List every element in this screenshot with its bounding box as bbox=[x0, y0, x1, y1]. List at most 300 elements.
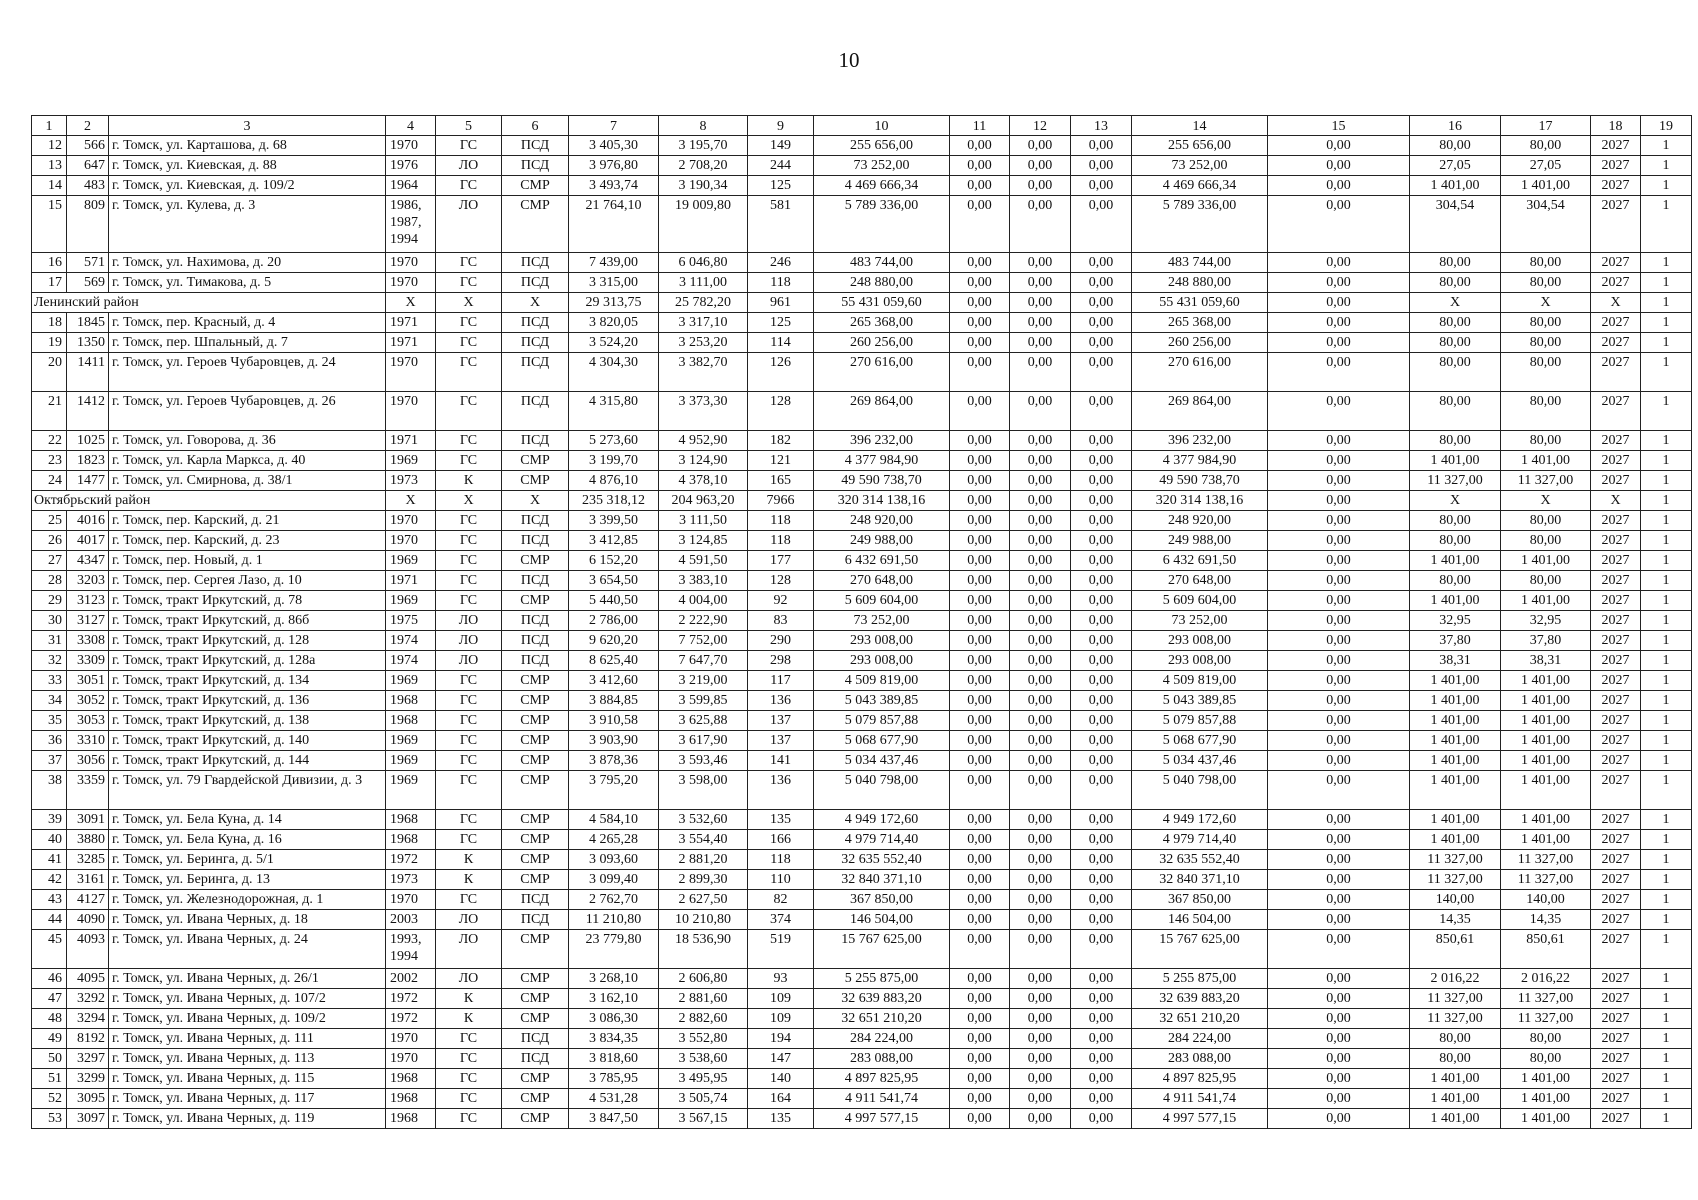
column-header: 14 bbox=[1132, 116, 1268, 136]
table-cell: 260 256,00 bbox=[814, 333, 950, 353]
table-cell: ЛО bbox=[436, 969, 502, 989]
table-cell: 2027 bbox=[1591, 136, 1641, 156]
table-cell: Х bbox=[1591, 293, 1641, 313]
table-cell: СМР bbox=[502, 771, 569, 810]
table-cell: 1 bbox=[1641, 771, 1692, 810]
table-cell: 0,00 bbox=[1010, 850, 1071, 870]
table-cell: 12 bbox=[32, 136, 67, 156]
table-row bbox=[32, 156, 1692, 176]
table-cell: 0,00 bbox=[1010, 176, 1071, 196]
table-cell: 7 439,00 bbox=[569, 253, 659, 273]
table-cell: 0,00 bbox=[1010, 910, 1071, 930]
table-cell: 2027 bbox=[1591, 930, 1641, 969]
table-cell: 1845 bbox=[67, 313, 109, 333]
table-cell: ГС bbox=[436, 711, 502, 731]
table-cell: 1 bbox=[1641, 392, 1692, 431]
table-cell: 0,00 bbox=[1010, 551, 1071, 571]
table-cell: 1 bbox=[1641, 969, 1692, 989]
table-cell: 146 504,00 bbox=[1132, 910, 1268, 930]
table-row bbox=[32, 313, 1692, 333]
table-cell: 0,00 bbox=[950, 631, 1010, 651]
table-cell: 0,00 bbox=[1071, 751, 1132, 771]
table-cell: 5 609 604,00 bbox=[1132, 591, 1268, 611]
table-cell: 0,00 bbox=[1268, 910, 1410, 930]
table-cell: ПСД bbox=[502, 511, 569, 531]
table-cell: 1 bbox=[1641, 471, 1692, 491]
table-cell: 3 268,10 bbox=[569, 969, 659, 989]
column-header: 8 bbox=[659, 116, 748, 136]
table-cell: 2027 bbox=[1591, 989, 1641, 1009]
table-cell: ГС bbox=[436, 511, 502, 531]
table-cell: 1 bbox=[1641, 810, 1692, 830]
table-cell: 4095 bbox=[67, 969, 109, 989]
table-cell: 55 431 059,60 bbox=[814, 293, 950, 313]
table-cell: 15 bbox=[32, 196, 67, 253]
table-cell: ГС bbox=[436, 353, 502, 392]
table-cell: 0,00 bbox=[1010, 136, 1071, 156]
table-row bbox=[32, 1049, 1692, 1069]
table-cell: СМР bbox=[502, 989, 569, 1009]
table-cell: 3 567,15 bbox=[659, 1109, 748, 1129]
table-cell: 80,00 bbox=[1410, 333, 1501, 353]
table-cell: 3 412,85 bbox=[569, 531, 659, 551]
table-cell: 0,00 bbox=[1268, 870, 1410, 890]
table-cell: 4 897 825,95 bbox=[814, 1069, 950, 1089]
district-subtotal-row bbox=[32, 293, 1692, 313]
table-cell: ПСД bbox=[502, 910, 569, 930]
table-cell: 4090 bbox=[67, 910, 109, 930]
table-cell: 14,35 bbox=[1410, 910, 1501, 930]
table-cell: 5 043 389,85 bbox=[814, 691, 950, 711]
table-cell: 21 bbox=[32, 392, 67, 431]
table-cell: 47 bbox=[32, 989, 67, 1009]
table-cell: 0,00 bbox=[1071, 451, 1132, 471]
table-cell: 0,00 bbox=[1010, 930, 1071, 969]
table-cell: 2027 bbox=[1591, 830, 1641, 850]
table-cell: 2027 bbox=[1591, 1049, 1641, 1069]
table-cell: Х bbox=[1410, 491, 1501, 511]
table-cell: 5 079 857,88 bbox=[814, 711, 950, 731]
table-cell: 0,00 bbox=[1010, 671, 1071, 691]
table-cell: 11 327,00 bbox=[1501, 850, 1591, 870]
table-cell: 204 963,20 bbox=[659, 491, 748, 511]
table-cell: 37,80 bbox=[1410, 631, 1501, 651]
table-cell: 0,00 bbox=[950, 890, 1010, 910]
table-cell: 11 327,00 bbox=[1501, 1009, 1591, 1029]
table-cell: ГС bbox=[436, 531, 502, 551]
table-cell: 1477 bbox=[67, 471, 109, 491]
table-cell: 38,31 bbox=[1410, 651, 1501, 671]
table-cell: 15 767 625,00 bbox=[814, 930, 950, 969]
table-cell: 1 bbox=[1641, 830, 1692, 850]
table-cell: 0,00 bbox=[1010, 511, 1071, 531]
table-cell: 0,00 bbox=[1010, 691, 1071, 711]
table-cell: 1972 bbox=[386, 850, 436, 870]
table-cell: 0,00 bbox=[1010, 611, 1071, 631]
column-header: 4 bbox=[386, 116, 436, 136]
table-cell: 1 401,00 bbox=[1410, 176, 1501, 196]
table-cell: 7966 bbox=[748, 491, 814, 511]
table-cell: 0,00 bbox=[1268, 691, 1410, 711]
table-cell: 255 656,00 bbox=[1132, 136, 1268, 156]
table-cell: 1 bbox=[1641, 591, 1692, 611]
column-header: 13 bbox=[1071, 116, 1132, 136]
table-cell: 0,00 bbox=[950, 571, 1010, 591]
table-cell: 2027 bbox=[1591, 392, 1641, 431]
table-cell: 283 088,00 bbox=[1132, 1049, 1268, 1069]
table-row bbox=[32, 571, 1692, 591]
table-cell: 3 399,50 bbox=[569, 511, 659, 531]
table-cell: г. Томск, ул. Карла Маркса, д. 40 bbox=[109, 451, 386, 471]
table-cell: 118 bbox=[748, 531, 814, 551]
table-cell: 2027 bbox=[1591, 850, 1641, 870]
table-cell: 260 256,00 bbox=[1132, 333, 1268, 353]
table-cell: 125 bbox=[748, 313, 814, 333]
table-cell: 4 509 819,00 bbox=[1132, 671, 1268, 691]
table-cell: 3 538,60 bbox=[659, 1049, 748, 1069]
table-cell: 1 bbox=[1641, 1009, 1692, 1029]
table-cell: 3 625,88 bbox=[659, 711, 748, 731]
table-cell: 147 bbox=[748, 1049, 814, 1069]
table-cell: ГС bbox=[436, 810, 502, 830]
table-cell: 0,00 bbox=[1268, 451, 1410, 471]
table-cell: 2027 bbox=[1591, 156, 1641, 176]
column-header: 12 bbox=[1010, 116, 1071, 136]
table-cell: 32 639 883,20 bbox=[814, 989, 950, 1009]
table-cell: 2 881,60 bbox=[659, 989, 748, 1009]
table-cell: 5 609 604,00 bbox=[814, 591, 950, 611]
table-cell: 5 068 677,90 bbox=[814, 731, 950, 751]
table-cell: 19 bbox=[32, 333, 67, 353]
table-cell: ГС bbox=[436, 890, 502, 910]
table-cell: 0,00 bbox=[950, 910, 1010, 930]
table-cell: 265 368,00 bbox=[1132, 313, 1268, 333]
table-cell: 51 bbox=[32, 1069, 67, 1089]
table-cell: 3 383,10 bbox=[659, 571, 748, 591]
table-cell: СМР bbox=[502, 691, 569, 711]
table-cell: 38 bbox=[32, 771, 67, 810]
table-cell: 5 034 437,46 bbox=[814, 751, 950, 771]
table-cell: 42 bbox=[32, 870, 67, 890]
table-row bbox=[32, 651, 1692, 671]
table-cell: 4 979 714,40 bbox=[1132, 830, 1268, 850]
table-cell: 0,00 bbox=[1268, 551, 1410, 571]
table-cell: 0,00 bbox=[1268, 930, 1410, 969]
table-cell: 0,00 bbox=[1268, 1109, 1410, 1129]
table-cell: 37,80 bbox=[1501, 631, 1591, 651]
table-cell: 44 bbox=[32, 910, 67, 930]
table-cell: 0,00 bbox=[1268, 293, 1410, 313]
table-cell: 11 327,00 bbox=[1501, 989, 1591, 1009]
table-cell: 1970 bbox=[386, 531, 436, 551]
table-cell: 0,00 bbox=[1071, 611, 1132, 631]
table-cell: 5 040 798,00 bbox=[1132, 771, 1268, 810]
table-cell: 16 bbox=[32, 253, 67, 273]
table-cell: 0,00 bbox=[1268, 1069, 1410, 1089]
table-cell: ГС bbox=[436, 333, 502, 353]
table-row bbox=[32, 890, 1692, 910]
table-cell: СМР bbox=[502, 731, 569, 751]
table-cell: 1025 bbox=[67, 431, 109, 451]
table-cell: 3053 bbox=[67, 711, 109, 731]
table-cell: ПСД bbox=[502, 392, 569, 431]
table-cell: 1969 bbox=[386, 671, 436, 691]
table-cell: 41 bbox=[32, 850, 67, 870]
table-cell: СМР bbox=[502, 196, 569, 253]
table-cell: 2 762,70 bbox=[569, 890, 659, 910]
table-cell: СМР bbox=[502, 551, 569, 571]
table-cell: 1 401,00 bbox=[1501, 176, 1591, 196]
table-cell: 164 bbox=[748, 1089, 814, 1109]
table-cell: 3 785,95 bbox=[569, 1069, 659, 1089]
table-cell: г. Томск, ул. Киевская, д. 88 bbox=[109, 156, 386, 176]
table-body bbox=[32, 136, 1692, 1129]
table-cell: 1 bbox=[1641, 711, 1692, 731]
table-cell: 269 864,00 bbox=[814, 392, 950, 431]
table-cell: 0,00 bbox=[950, 273, 1010, 293]
table-cell: 2027 bbox=[1591, 511, 1641, 531]
table-cell: 50 bbox=[32, 1049, 67, 1069]
table-cell: 249 988,00 bbox=[1132, 531, 1268, 551]
table-cell: 2027 bbox=[1591, 810, 1641, 830]
table-cell: ПСД bbox=[502, 631, 569, 651]
table-cell: 293 008,00 bbox=[1132, 651, 1268, 671]
table-cell: ПСД bbox=[502, 273, 569, 293]
table-cell: 850,61 bbox=[1501, 930, 1591, 969]
table-cell: 80,00 bbox=[1501, 511, 1591, 531]
table-cell: 3123 bbox=[67, 591, 109, 611]
table-cell: 1970 bbox=[386, 1049, 436, 1069]
table-cell: 0,00 bbox=[1071, 1109, 1132, 1129]
table-cell: 3051 bbox=[67, 671, 109, 691]
register-table-container bbox=[31, 115, 1672, 1129]
table-cell: 1 bbox=[1641, 631, 1692, 651]
table-cell: 0,00 bbox=[950, 531, 1010, 551]
table-cell: 0,00 bbox=[950, 930, 1010, 969]
table-cell: 3 834,35 bbox=[569, 1029, 659, 1049]
table-cell: 1 bbox=[1641, 176, 1692, 196]
table-cell: 1971 bbox=[386, 571, 436, 591]
table-cell: 136 bbox=[748, 691, 814, 711]
table-cell: 80,00 bbox=[1501, 392, 1591, 431]
table-cell: г. Томск, ул. Ивана Черных, д. 119 bbox=[109, 1109, 386, 1129]
table-cell: 29 313,75 bbox=[569, 293, 659, 313]
table-cell: 80,00 bbox=[1501, 136, 1591, 156]
table-cell: 3 903,90 bbox=[569, 731, 659, 751]
district-name: Октябрьский район bbox=[32, 491, 386, 511]
table-cell: 1 bbox=[1641, 451, 1692, 471]
table-cell: 0,00 bbox=[1268, 196, 1410, 253]
table-cell: 3299 bbox=[67, 1069, 109, 1089]
table-cell: 17 bbox=[32, 273, 67, 293]
table-cell: 21 764,10 bbox=[569, 196, 659, 253]
table-cell: 0,00 bbox=[1268, 1029, 1410, 1049]
table-cell: г. Томск, тракт Иркутский, д. 128а bbox=[109, 651, 386, 671]
table-cell: ГС bbox=[436, 551, 502, 571]
table-cell: 11 327,00 bbox=[1410, 1009, 1501, 1029]
table-cell: 0,00 bbox=[1071, 1069, 1132, 1089]
table-cell: 0,00 bbox=[1268, 989, 1410, 1009]
table-cell: 3 552,80 bbox=[659, 1029, 748, 1049]
table-cell: 0,00 bbox=[1010, 571, 1071, 591]
table-cell: 3 495,95 bbox=[659, 1069, 748, 1089]
table-cell: 304,54 bbox=[1410, 196, 1501, 253]
table-row bbox=[32, 771, 1692, 810]
table-cell: 6 432 691,50 bbox=[1132, 551, 1268, 571]
table-cell: 109 bbox=[748, 1009, 814, 1029]
table-cell: 519 bbox=[748, 930, 814, 969]
table-cell: г. Томск, ул. Железнодорожная, д. 1 bbox=[109, 890, 386, 910]
table-cell: 73 252,00 bbox=[814, 156, 950, 176]
table-cell: 0,00 bbox=[1071, 731, 1132, 751]
table-cell: К bbox=[436, 870, 502, 890]
table-cell: г. Томск, тракт Иркутский, д. 144 bbox=[109, 751, 386, 771]
table-cell: 1 401,00 bbox=[1410, 711, 1501, 731]
table-cell: 0,00 bbox=[1071, 196, 1132, 253]
table-cell: 0,00 bbox=[1268, 333, 1410, 353]
table-cell: 1 401,00 bbox=[1501, 1109, 1591, 1129]
table-row bbox=[32, 731, 1692, 751]
table-cell: 4 004,00 bbox=[659, 591, 748, 611]
table-row bbox=[32, 253, 1692, 273]
table-cell: 80,00 bbox=[1410, 392, 1501, 431]
table-cell: 109 bbox=[748, 989, 814, 1009]
table-cell: 0,00 bbox=[1071, 431, 1132, 451]
table-cell: 3 878,36 bbox=[569, 751, 659, 771]
table-cell: 27 bbox=[32, 551, 67, 571]
table-cell: 2 222,90 bbox=[659, 611, 748, 631]
table-cell: 0,00 bbox=[1268, 531, 1410, 551]
table-cell: 5 068 677,90 bbox=[1132, 731, 1268, 751]
column-header: 5 bbox=[436, 116, 502, 136]
table-cell: 0,00 bbox=[950, 471, 1010, 491]
table-cell: 125 bbox=[748, 176, 814, 196]
table-cell: 1 bbox=[1641, 731, 1692, 751]
table-cell: 248 880,00 bbox=[1132, 273, 1268, 293]
table-cell: 1 401,00 bbox=[1501, 751, 1591, 771]
table-cell: 0,00 bbox=[1071, 910, 1132, 930]
table-cell: 1976 bbox=[386, 156, 436, 176]
table-cell: 3 493,74 bbox=[569, 176, 659, 196]
table-cell: 0,00 bbox=[1071, 491, 1132, 511]
table-cell: 3297 bbox=[67, 1049, 109, 1069]
table-cell: 0,00 bbox=[1071, 930, 1132, 969]
table-cell: 5 789 336,00 bbox=[814, 196, 950, 253]
table-cell: 11 327,00 bbox=[1410, 850, 1501, 870]
table-cell: 1 bbox=[1641, 253, 1692, 273]
table-cell: 0,00 bbox=[950, 1009, 1010, 1029]
table-cell: 0,00 bbox=[1268, 1089, 1410, 1109]
table-cell: 146 504,00 bbox=[814, 910, 950, 930]
table-cell: 0,00 bbox=[950, 711, 1010, 731]
table-cell: 0,00 bbox=[1071, 591, 1132, 611]
table-cell: 1 401,00 bbox=[1501, 771, 1591, 810]
table-cell: 2027 bbox=[1591, 910, 1641, 930]
table-cell: 0,00 bbox=[1268, 731, 1410, 751]
table-cell: 0,00 bbox=[950, 850, 1010, 870]
table-cell: 0,00 bbox=[1268, 392, 1410, 431]
table-cell: 2027 bbox=[1591, 890, 1641, 910]
table-cell: 0,00 bbox=[950, 451, 1010, 471]
table-cell: г. Томск, ул. Тимакова, д. 5 bbox=[109, 273, 386, 293]
table-cell: 46 bbox=[32, 969, 67, 989]
table-cell: 2027 bbox=[1591, 711, 1641, 731]
table-cell: 2 881,20 bbox=[659, 850, 748, 870]
table-cell: 1 bbox=[1641, 431, 1692, 451]
table-cell: 1823 bbox=[67, 451, 109, 471]
table-cell: 80,00 bbox=[1410, 531, 1501, 551]
table-cell: Х bbox=[436, 491, 502, 511]
table-cell: 3097 bbox=[67, 1109, 109, 1129]
table-cell: 0,00 bbox=[950, 591, 1010, 611]
table-cell: ПСД bbox=[502, 353, 569, 392]
table-cell: 29 bbox=[32, 591, 67, 611]
table-cell: 165 bbox=[748, 471, 814, 491]
table-cell: 304,54 bbox=[1501, 196, 1591, 253]
table-cell: 367 850,00 bbox=[814, 890, 950, 910]
table-cell: 33 bbox=[32, 671, 67, 691]
table-cell: г. Томск, тракт Иркутский, д. 134 bbox=[109, 671, 386, 691]
table-cell: 248 880,00 bbox=[814, 273, 950, 293]
table-cell: 1 bbox=[1641, 1069, 1692, 1089]
table-cell: 8 625,40 bbox=[569, 651, 659, 671]
table-cell: 182 bbox=[748, 431, 814, 451]
table-cell: 483 bbox=[67, 176, 109, 196]
table-cell: г. Томск, пер. Шпальный, д. 7 bbox=[109, 333, 386, 353]
table-cell: 32 635 552,40 bbox=[1132, 850, 1268, 870]
table-cell: СМР bbox=[502, 471, 569, 491]
table-cell: 293 008,00 bbox=[814, 631, 950, 651]
table-cell: 1 bbox=[1641, 870, 1692, 890]
table-cell: 581 bbox=[748, 196, 814, 253]
table-row bbox=[32, 1029, 1692, 1049]
column-header: 6 bbox=[502, 116, 569, 136]
table-cell: 4017 bbox=[67, 531, 109, 551]
table-cell: 1 bbox=[1641, 611, 1692, 631]
table-cell: 0,00 bbox=[1268, 431, 1410, 451]
table-cell: 1412 bbox=[67, 392, 109, 431]
table-cell: 0,00 bbox=[1071, 631, 1132, 651]
table-cell: СМР bbox=[502, 711, 569, 731]
table-cell: г. Томск, пер. Новый, д. 1 bbox=[109, 551, 386, 571]
table-cell: 3 199,70 bbox=[569, 451, 659, 471]
table-cell: г. Томск, ул. Ивана Черных, д. 109/2 bbox=[109, 1009, 386, 1029]
table-cell: 2003 bbox=[386, 910, 436, 930]
table-cell: 1974 bbox=[386, 651, 436, 671]
table-cell: 32,95 bbox=[1501, 611, 1591, 631]
table-cell: 32 840 371,10 bbox=[1132, 870, 1268, 890]
table-cell: 284 224,00 bbox=[1132, 1029, 1268, 1049]
table-cell: 3 382,70 bbox=[659, 353, 748, 392]
table-cell: К bbox=[436, 989, 502, 1009]
table-cell: 246 bbox=[748, 253, 814, 273]
table-cell: ПСД bbox=[502, 1029, 569, 1049]
table-row bbox=[32, 1009, 1692, 1029]
table-cell: 80,00 bbox=[1501, 571, 1591, 591]
table-cell: 1 401,00 bbox=[1501, 711, 1591, 731]
table-cell: 2027 bbox=[1591, 313, 1641, 333]
table-cell: 4 377 984,90 bbox=[814, 451, 950, 471]
table-header-row bbox=[32, 116, 1692, 136]
table-cell: 0,00 bbox=[1268, 651, 1410, 671]
table-cell: ПСД bbox=[502, 890, 569, 910]
table-cell: 1 bbox=[1641, 571, 1692, 591]
table-cell: 0,00 bbox=[1268, 511, 1410, 531]
table-cell: 1 bbox=[1641, 989, 1692, 1009]
table-cell: 128 bbox=[748, 392, 814, 431]
table-cell: 3309 bbox=[67, 651, 109, 671]
table-cell: 0,00 bbox=[1010, 1029, 1071, 1049]
